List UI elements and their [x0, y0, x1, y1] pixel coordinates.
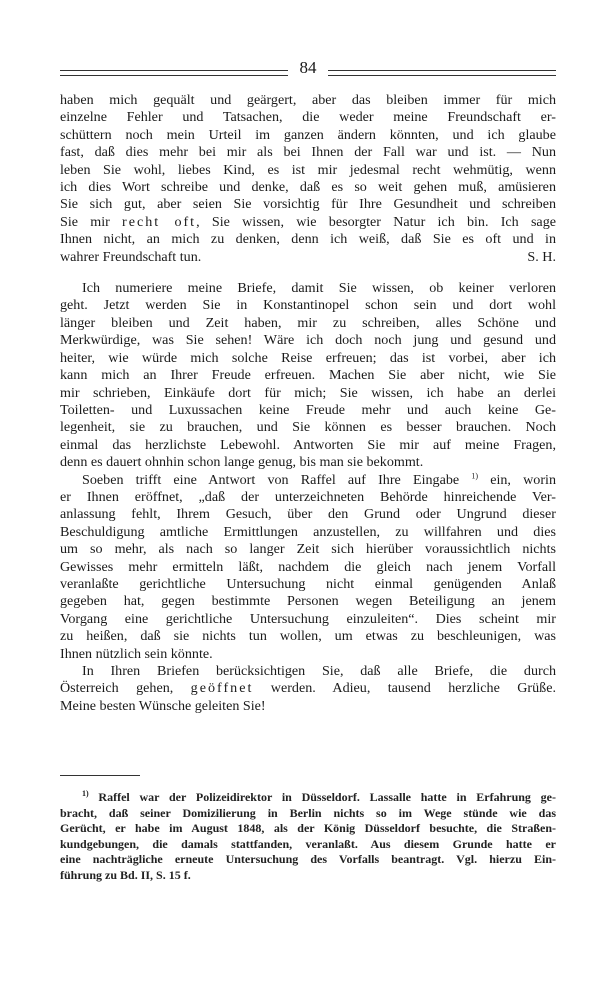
- text-line: Sie sich gut, aber seien Sie vorsichtig für Ihre Gesundheit und schreiben: [60, 196, 556, 213]
- emphasized-text: recht oft: [122, 213, 197, 230]
- text-line: Gewisses mehr ermitteln läßt, nachdem die gleich nach jenem Vorfall: [60, 558, 556, 575]
- text-line: kann mich an Ihrer Freude erfreuen. Machen Sie aber nicht, wie Sie: [60, 367, 556, 384]
- text-line: schüttern noch mein Urteil im ganzen ändern könnten, und ich glaube: [60, 126, 556, 143]
- page-header: [60, 58, 556, 82]
- text-line: mir schrieben, Einkäufe dort für mich; Sie wissen, ich habe an derlei: [60, 384, 556, 401]
- paragraph-4: [60, 663, 556, 715]
- closing-line: [60, 249, 556, 266]
- text-line: denn es dauert ohnhin schon lange genug, bis man sie bekommt.: [60, 454, 424, 471]
- text-line: wahrer Freundschaft tun.: [60, 248, 202, 265]
- text: Soeben trifft eine Antwort von Raffel auf Ihre Eingabe: [82, 471, 472, 488]
- text-line: Merkwürdige, was Sie sehen! Wäre ich doch noch jung und gesund und: [60, 332, 556, 349]
- text-line: [60, 472, 556, 489]
- text-line: gegeben hat, gegen bestimmte Personen wegen Beteiligung an jenem: [60, 593, 556, 610]
- text: , Sie wissen, wie besorgter Natur ich bin. Ich sage: [196, 213, 556, 230]
- footnote-line: eine nachträgliche erneute Untersuchung des Vorfalls beantragt. Vgl. hierzu Ein-: [60, 852, 556, 866]
- text-line: legenheit, sie zu brauchen, und Sie können es besser brauchen. Noch: [60, 419, 556, 436]
- text-line: einmal das herzlichste Lebewohl. Antworten Sie mir auf meine Fragen,: [60, 436, 556, 453]
- page-body: [60, 92, 556, 715]
- text: ein, worin: [478, 471, 557, 488]
- text-line: leben Sie wohl, liebes Kind, es ist mir jedesmal recht wehmütig, wenn: [60, 161, 556, 178]
- footnote-line: bracht, daß seiner Domizilierung in Berlin nichts so im Wege stünde wie das: [60, 805, 556, 820]
- page-number: 84: [299, 58, 317, 77]
- text-line: Beschuldigung amtliche Ermittlungen anzustellen, zu willfahren und dies: [60, 523, 556, 540]
- text-line: um so mehr, als nach so langer Zeit sich hierüber voraussichtlich nichts: [60, 541, 556, 558]
- text-line: zu heißen, daß sie nichts tun wollen, um etwas zu beschleunigen, was: [60, 628, 556, 645]
- text-line: In Ihren Briefen berücksichtigen Sie, daß alle Briefe, die durch: [82, 663, 556, 679]
- emphasized-text: geöffnet: [190, 680, 254, 697]
- text-line: Vorgang eine gerichtliche Untersuchung einzuleiten“. Dies scheint mir: [60, 610, 556, 627]
- paragraph-1: [60, 92, 556, 266]
- paragraph-2: [60, 280, 556, 471]
- footnote-divider: [60, 775, 140, 776]
- text-line: [60, 214, 556, 231]
- signature: S. H.: [527, 248, 556, 265]
- text-line: er Ihnen eröffnet, „daß der unterzeichneten Behörde hinreichende Ver-: [60, 488, 556, 505]
- text-line: haben mich gequält und geärgert, aber das bleiben immer für mich: [60, 92, 556, 108]
- text-line: anlassung fehlt, Ihrem Gesuch, über den Grund oder Ungrund dieser: [60, 506, 556, 523]
- text-line: Ich numeriere meine Briefe, damit Sie wissen, ob keiner verloren: [82, 280, 556, 297]
- text-line: [60, 680, 556, 697]
- text-line: geht. Jetzt werden Sie in Konstantinopel schon sein und dort wohl: [60, 297, 556, 314]
- footnote-line: Gerücht, er habe im August 1848, als der König Düsseldorf besuchte, die Straßen-: [60, 821, 556, 835]
- text: werden. Adieu, tausend herzliche Grüße.: [253, 680, 556, 697]
- footnote-marker: 1): [82, 789, 89, 798]
- paragraph-3: [60, 472, 556, 663]
- text-line: ich dies Wort schreibe und denke, daß es so weit gehen muß, amüsieren: [60, 179, 556, 196]
- text-line: Ihnen nicht, an mich zu denken, denn ich weiß, daß Sie es oft und in: [60, 231, 556, 248]
- text: Raffel war der Polizeidirektor in Düsseldorf. Lassalle hatte in Erfahrung ge-: [98, 790, 556, 804]
- text-line: veranlaßte gerichtliche Untersuchung nicht einmal genügenden Anlaß: [60, 575, 556, 592]
- footnote-line: [60, 790, 556, 806]
- text-line: einzelne Fehler und Tatsachen, die weder meine Freundschaft er-: [60, 109, 556, 126]
- text: Sie mir: [60, 213, 123, 230]
- footnote-line: führung zu Bd. II, S. 15 f.: [60, 867, 191, 882]
- text-line: Ihnen nützlich sein könnte.: [60, 645, 213, 662]
- text-line: fast, daß dies mehr bei mir als bei Ihnen der Fall war und ist. — Nun: [60, 144, 556, 161]
- footnote: [60, 790, 556, 883]
- text: Österreich gehen,: [60, 680, 191, 697]
- header-rule-right: [328, 70, 556, 76]
- text-line: heiter, wie würde mich solche Reise erfreuen; das ist vorbei, aber ich: [60, 349, 556, 366]
- text-line: Meine besten Wünsche geleiten Sie!: [60, 697, 266, 714]
- footnote-line: kundgebungen, die damals stattfanden, veranlaßt. Aus diesem Grunde hatte er: [60, 836, 556, 851]
- text-line: länger bleiben und Zeit haben, mir zu schreiben, alles Schöne und: [60, 314, 556, 331]
- text-line: Toiletten- und Luxussachen keine Freude mehr und auch keine Ge-: [60, 401, 556, 418]
- footnote-reference: 1): [471, 470, 479, 480]
- paragraph-gap: [60, 266, 556, 280]
